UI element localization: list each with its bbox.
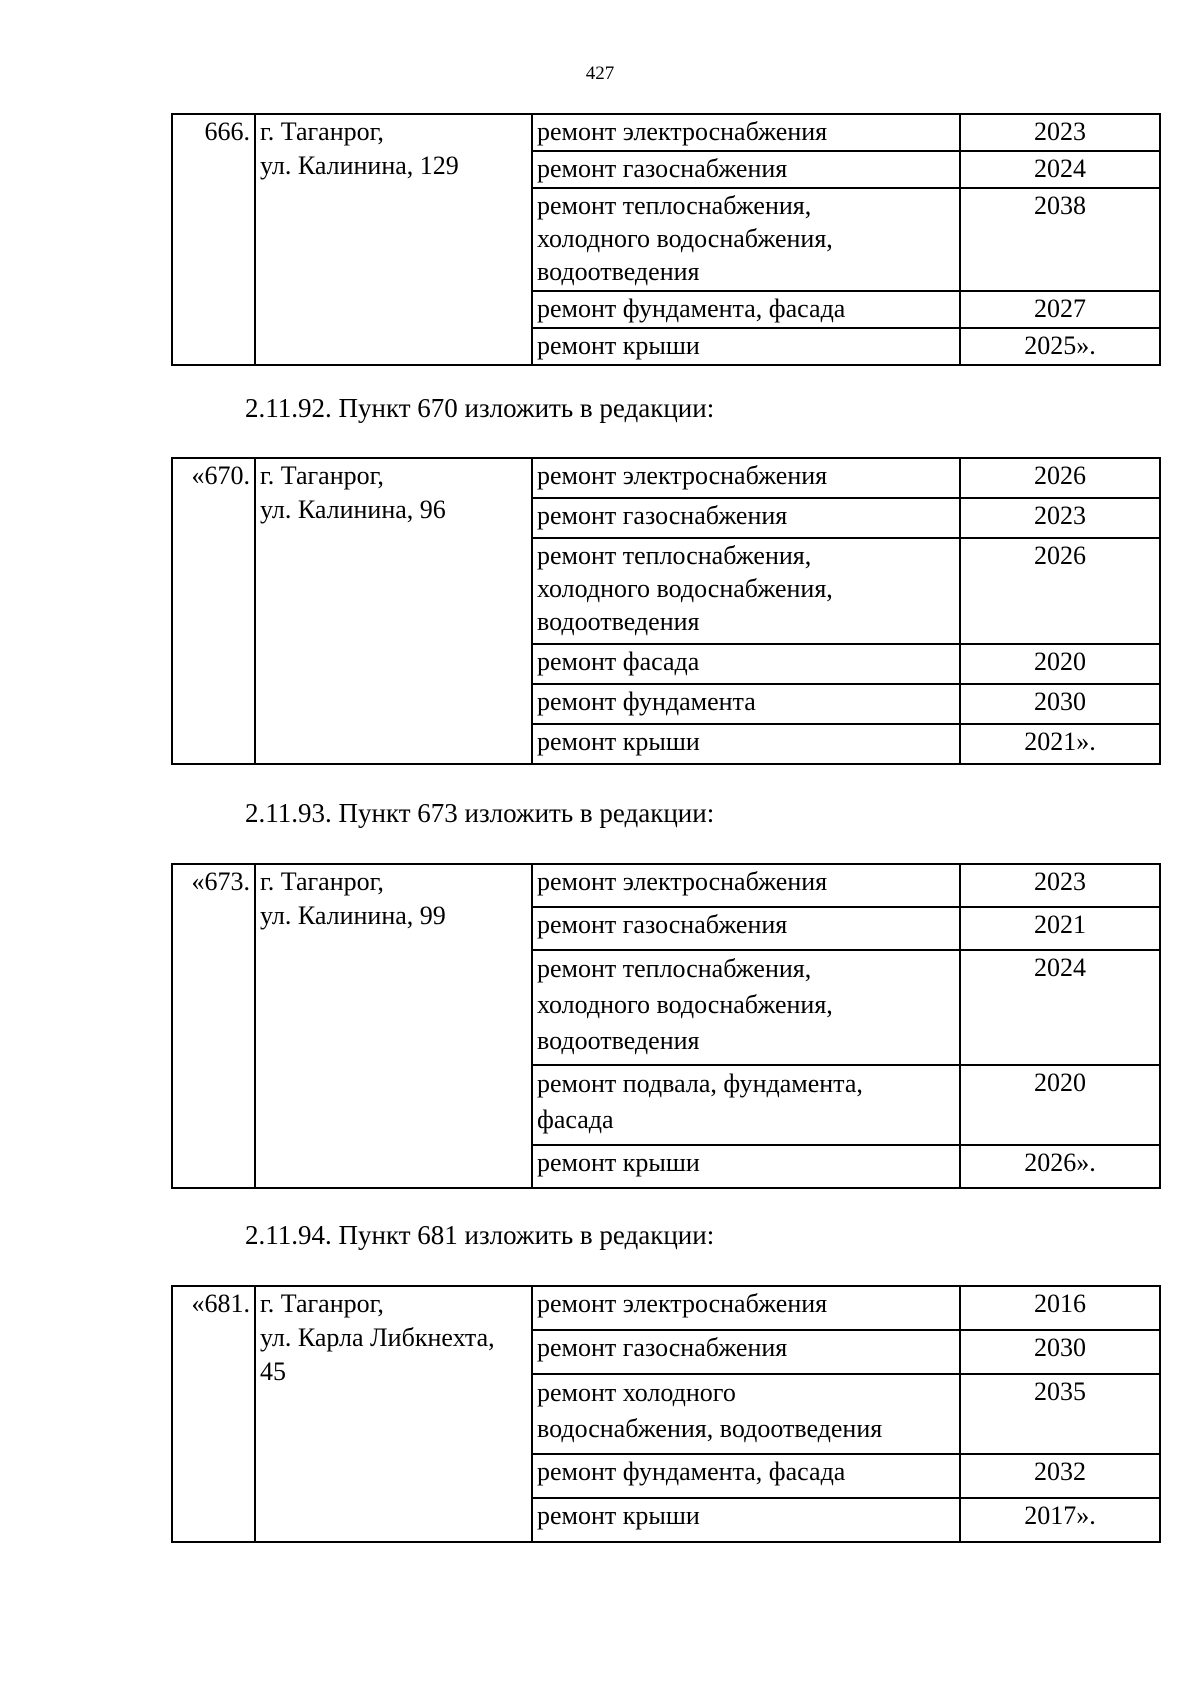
work-line: ремонт холодного bbox=[537, 1378, 736, 1407]
repair-table-666 bbox=[171, 113, 1161, 366]
paragraph-2-11-94: 2.11.94. Пункт 681 изложить в редакции: bbox=[245, 1220, 715, 1250]
year: 2016 bbox=[960, 1286, 1160, 1330]
year: 2025». bbox=[960, 328, 1160, 365]
year: 2024 bbox=[960, 950, 1160, 1065]
year: 2027 bbox=[960, 291, 1160, 328]
year: 2024 bbox=[960, 151, 1160, 188]
year: 2020 bbox=[960, 1065, 1160, 1145]
address-line: г. Таганрог, bbox=[260, 117, 384, 146]
year: 2021 bbox=[960, 907, 1160, 950]
work-line: водоотведения bbox=[537, 607, 700, 636]
work-line: ремонт теплоснабжения, bbox=[537, 954, 812, 983]
work-type: ремонт крыши bbox=[532, 328, 960, 365]
address-line: 45 bbox=[260, 1357, 286, 1386]
year: 2032 bbox=[960, 1454, 1160, 1498]
address-line: ул. Карла Либкнехта, bbox=[260, 1323, 495, 1352]
work-type: ремонт электроснабжения bbox=[532, 864, 960, 907]
work-type: ремонт электроснабжения bbox=[532, 458, 960, 498]
work-type bbox=[532, 1374, 960, 1454]
work-type: ремонт крыши bbox=[532, 724, 960, 764]
work-type: ремонт крыши bbox=[532, 1145, 960, 1188]
address bbox=[255, 114, 532, 365]
year: 2026 bbox=[960, 538, 1160, 644]
work-type: ремонт газоснабжения bbox=[532, 498, 960, 538]
year: 2030 bbox=[960, 684, 1160, 724]
year: 2023 bbox=[960, 864, 1160, 907]
work-type: ремонт фундамента bbox=[532, 684, 960, 724]
repair-table-670 bbox=[171, 457, 1161, 765]
work-type: ремонт фундамента, фасада bbox=[532, 291, 960, 328]
year: 2035 bbox=[960, 1374, 1160, 1454]
year: 2026». bbox=[960, 1145, 1160, 1188]
work-line: фасада bbox=[537, 1105, 614, 1134]
table-row bbox=[172, 1286, 1160, 1330]
address-line: ул. Калинина, 129 bbox=[260, 151, 459, 180]
year: 2023 bbox=[960, 498, 1160, 538]
year: 2017». bbox=[960, 1498, 1160, 1542]
address bbox=[255, 864, 532, 1188]
page-number: 427 bbox=[585, 63, 615, 84]
year: 2038 bbox=[960, 188, 1160, 291]
item-number: «673. bbox=[172, 864, 255, 1188]
item-number: «681. bbox=[172, 1286, 255, 1542]
address-line: г. Таганрог, bbox=[260, 1289, 384, 1318]
work-line: холодного водоснабжения, bbox=[537, 574, 833, 603]
work-line: холодного водоснабжения, bbox=[537, 224, 833, 253]
repair-table-681 bbox=[171, 1285, 1161, 1543]
address-line: ул. Калинина, 96 bbox=[260, 495, 446, 524]
year: 2026 bbox=[960, 458, 1160, 498]
address bbox=[255, 1286, 532, 1542]
work-type: ремонт газоснабжения bbox=[532, 151, 960, 188]
year: 2030 bbox=[960, 1330, 1160, 1374]
work-type bbox=[532, 538, 960, 644]
work-type bbox=[532, 950, 960, 1065]
repair-table-673 bbox=[171, 863, 1161, 1189]
work-line: холодного водоснабжения, bbox=[537, 990, 833, 1019]
work-type: ремонт крыши bbox=[532, 1498, 960, 1542]
table-row bbox=[172, 458, 1160, 498]
address-line: г. Таганрог, bbox=[260, 867, 384, 896]
item-number: «670. bbox=[172, 458, 255, 764]
item-number: 666. bbox=[172, 114, 255, 365]
work-line: ремонт подвала, фундамента, bbox=[537, 1069, 863, 1098]
year: 2023 bbox=[960, 114, 1160, 151]
work-type: ремонт электроснабжения bbox=[532, 114, 960, 151]
work-type bbox=[532, 1065, 960, 1145]
paragraph-2-11-93: 2.11.93. Пункт 673 изложить в редакции: bbox=[245, 798, 715, 828]
work-line: ремонт теплоснабжения, bbox=[537, 191, 812, 220]
work-line: ремонт теплоснабжения, bbox=[537, 541, 812, 570]
work-type: ремонт фасада bbox=[532, 644, 960, 684]
year: 2021». bbox=[960, 724, 1160, 764]
work-line: водоотведения bbox=[537, 257, 700, 286]
work-type bbox=[532, 188, 960, 291]
work-type: ремонт фундамента, фасада bbox=[532, 1454, 960, 1498]
work-type: ремонт электроснабжения bbox=[532, 1286, 960, 1330]
address-line: ул. Калинина, 99 bbox=[260, 901, 446, 930]
work-type: ремонт газоснабжения bbox=[532, 1330, 960, 1374]
year: 2020 bbox=[960, 644, 1160, 684]
work-line: водоотведения bbox=[537, 1026, 700, 1055]
work-line: водоснабжения, водоотведения bbox=[537, 1414, 883, 1443]
address-line: г. Таганрог, bbox=[260, 461, 384, 490]
table-row bbox=[172, 114, 1160, 151]
address bbox=[255, 458, 532, 764]
paragraph-2-11-92: 2.11.92. Пункт 670 изложить в редакции: bbox=[245, 393, 715, 423]
work-type: ремонт газоснабжения bbox=[532, 907, 960, 950]
table-row bbox=[172, 864, 1160, 907]
